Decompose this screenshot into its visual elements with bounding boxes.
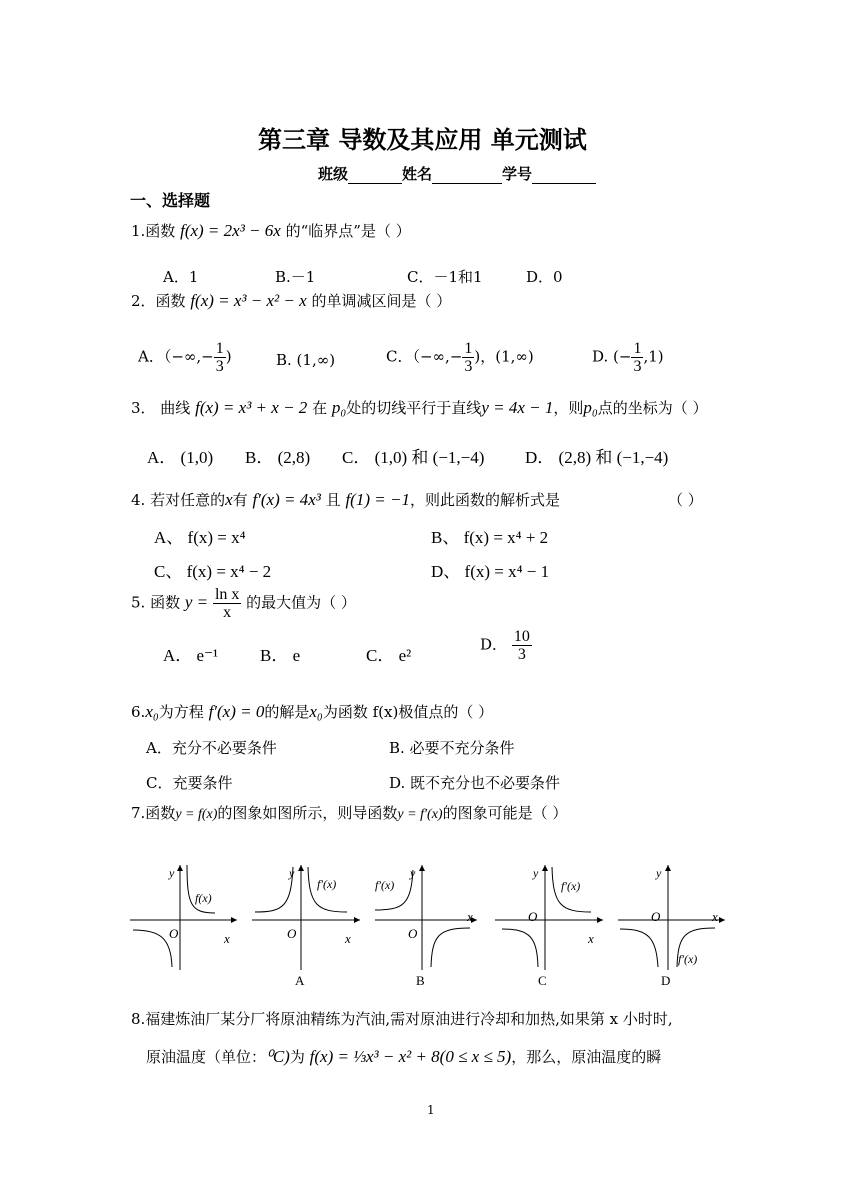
- q5-y-eq: y =: [184, 592, 209, 612]
- q5-option-a[interactable]: A． e⁻¹: [163, 646, 219, 665]
- q4-and: 且: [325, 491, 341, 509]
- g0-axis-x: x: [224, 931, 230, 946]
- gd-axis-x: x: [712, 909, 718, 924]
- q5-suffix: 的最大值为（ ）: [246, 593, 356, 612]
- gc-axis-y: y: [533, 866, 539, 880]
- gb-origin: O: [408, 926, 418, 941]
- gd-axis-y: y: [656, 866, 662, 880]
- q1-formula: f(x) = 2x³ − 6x: [180, 221, 281, 240]
- q2-option-d[interactable]: D. (− $\frac{1}{3}$ ,1): [592, 340, 664, 375]
- class-blank[interactable]: [348, 167, 402, 184]
- g0-fx-label: f(x): [195, 891, 212, 905]
- question-3: [131, 397, 708, 418]
- q7-mid: 的图象如图所示，则导函数: [217, 804, 398, 822]
- page-number: 1: [427, 1103, 435, 1117]
- question-1: [131, 220, 411, 241]
- q2-formula: f(x) = x³ − x² − x: [190, 291, 307, 310]
- name-blank[interactable]: [432, 167, 502, 184]
- q3-mid2: 处的切线平行于直线: [346, 399, 482, 417]
- graph-a: [252, 865, 360, 988]
- ga-axis-x: x: [345, 931, 351, 946]
- q3-p0: p₀: [331, 398, 347, 417]
- q6-option-a[interactable]: A．充分不必要条件: [146, 739, 277, 757]
- q6-stem: 6.: [131, 703, 146, 721]
- q4-has: 有: [232, 491, 248, 509]
- gd-origin: O: [651, 909, 661, 924]
- gb-fpx-label: f′(x): [375, 878, 395, 892]
- graph-d: [618, 865, 725, 988]
- q5-stem: 5. 函数: [131, 593, 181, 612]
- q8-line2b: 为: [289, 1048, 305, 1066]
- q7-f1: y = f(x): [175, 807, 218, 822]
- q1-option-a[interactable]: A．1: [163, 268, 199, 286]
- q4-option-b[interactable]: B、 f(x) = x⁴ + 2: [431, 528, 549, 547]
- q6-mid1: 为方程: [158, 703, 204, 721]
- question-8-line1: 8.福建炼油厂某分厂将原油精练为汽油,需对原油进行冷却和加热,如果第 x 小时时,: [131, 1010, 673, 1028]
- q4-answer-paren: （ ）: [668, 491, 703, 509]
- q4-option-d[interactable]: D、 f(x) = x⁴ − 1: [431, 562, 550, 581]
- graph-c: [495, 865, 603, 988]
- q3-p0-2: p₀: [583, 398, 598, 417]
- q2-a-label: A．: [138, 347, 164, 366]
- q6-option-d[interactable]: D. 既不充分也不必要条件: [389, 774, 561, 792]
- gc-label: C: [538, 973, 547, 988]
- gb-axis-x: x: [467, 909, 473, 924]
- q6-eq: f′(x) = 0: [208, 702, 265, 721]
- q3-option-a[interactable]: A． (1,0): [147, 448, 214, 467]
- q5-d-label: D．: [480, 635, 508, 654]
- q6-mid3: 为函数 f(x)极值点的（ ）: [322, 703, 494, 721]
- gc-fpx-label: f′(x): [561, 879, 581, 893]
- q7-suffix: 的图象可能是（ ）: [442, 804, 568, 822]
- g0-origin: O: [169, 926, 179, 941]
- id-blank[interactable]: [532, 167, 596, 184]
- q5-option-d[interactable]: [480, 628, 532, 663]
- q7-f2: y = f′(x): [397, 807, 443, 822]
- q3-suffix: 点的坐标为（ ）: [597, 399, 708, 417]
- q1-option-d[interactable]: D．0: [526, 268, 563, 286]
- q1-stem: 1.函数: [131, 222, 176, 240]
- q6-option-b[interactable]: B. 必要不充分条件: [389, 739, 515, 757]
- q1-suffix: 的“临界点”是（ ）: [285, 222, 411, 240]
- gd-label: D: [661, 973, 671, 988]
- graph-fx: [130, 865, 237, 970]
- q4-suffix: ，则此函数的解析式是: [409, 491, 560, 509]
- ga-origin: O: [287, 926, 297, 941]
- question-4: [131, 489, 560, 510]
- q6-x0: x₀: [145, 702, 159, 721]
- id-label: 学号: [502, 165, 533, 183]
- q6-mid2: 的解是: [264, 703, 310, 721]
- ga-fpx-label: f′(x): [317, 877, 337, 891]
- gc-origin: O: [528, 909, 538, 924]
- q5-option-b[interactable]: B． e: [260, 646, 301, 665]
- q8-formula: f(x) = ⅓x³ − x² + 8(0 ≤ x ≤ 5): [309, 1047, 512, 1066]
- question-8-line2: [146, 1046, 661, 1067]
- q6-option-c[interactable]: C．充要条件: [146, 774, 233, 792]
- q1-option-c[interactable]: C．－1和1: [407, 268, 483, 286]
- q3-stem: 3． 曲线: [131, 399, 191, 417]
- q5-option-c[interactable]: C． e²: [366, 646, 412, 665]
- q8-line2c: ，那么，原油温度的瞬: [511, 1048, 662, 1066]
- question-2: [131, 290, 451, 311]
- q2-option-c[interactable]: C．（−∞,− $\frac{1}{3}$ )，(1,∞): [386, 340, 534, 375]
- graph-b: [375, 865, 477, 988]
- question-5: [131, 586, 356, 621]
- q2-c-label: C．: [386, 347, 413, 366]
- gb-axis-y: y: [410, 866, 416, 880]
- gd-fpx-label: f′(x): [678, 952, 698, 966]
- q2-option-a[interactable]: A．（−∞,− $\frac{1}{3}$ ): [138, 340, 232, 375]
- q1-option-b[interactable]: B.－1: [275, 268, 316, 286]
- q8-unit: ⁰C): [266, 1047, 290, 1066]
- q3-option-d[interactable]: D． (2,8) 和 (−1,−4): [525, 448, 669, 467]
- gc-axis-x: x: [588, 931, 594, 946]
- q5-fraction: $\frac{\text{ln x}}{x}$: [214, 586, 240, 621]
- q6-x0-2: x₀: [309, 702, 323, 721]
- question-6: [131, 701, 493, 722]
- q7-stem: 7.函数: [131, 804, 176, 822]
- name-label: 姓名: [402, 165, 433, 183]
- student-info: [318, 163, 596, 184]
- g0-axis-y: y: [169, 866, 175, 880]
- q4-option-a[interactable]: A、 f(x) = x⁴: [154, 528, 246, 547]
- q7-graphs: [125, 855, 735, 995]
- page-title: 第三章 导数及其应用 单元测试: [258, 126, 587, 154]
- q3-line: y = 4x − 1: [481, 398, 554, 417]
- question-7: [131, 802, 567, 823]
- q8-line2a: 原油温度（单位：: [146, 1048, 267, 1066]
- gb-label: B: [416, 973, 425, 988]
- q4-x: x: [225, 490, 233, 509]
- q4-option-c[interactable]: C、 f(x) = x⁴ − 2: [154, 562, 272, 581]
- q2-d-label: D.: [592, 347, 609, 366]
- q5-d-fraction: $\frac{10}{3}$: [513, 628, 530, 663]
- class-label: 班级: [318, 165, 349, 183]
- ga-axis-y: y: [289, 866, 295, 880]
- q3-option-b[interactable]: B． (2,8): [245, 448, 311, 467]
- q3-option-c[interactable]: C． (1,0) 和 (−1,−4): [342, 448, 485, 467]
- q4-cond1: f′(x) = 4x³: [252, 490, 321, 509]
- q2-stem: 2．函数: [131, 292, 186, 310]
- q3-mid1: 在: [312, 399, 328, 417]
- q2-option-b[interactable]: B. (1,∞): [276, 351, 336, 369]
- q3-mid3: ，则: [553, 399, 584, 417]
- ga-label: A: [295, 973, 305, 988]
- q2-suffix: 的单调减区间是（ ）: [311, 292, 452, 310]
- q4-stem: 4. 若对任意的: [131, 491, 226, 509]
- q3-formula: f(x) = x³ + x − 2: [195, 398, 308, 417]
- q4-cond2: f(1) = −1: [345, 490, 410, 509]
- section-heading: 一、选择题: [130, 191, 211, 210]
